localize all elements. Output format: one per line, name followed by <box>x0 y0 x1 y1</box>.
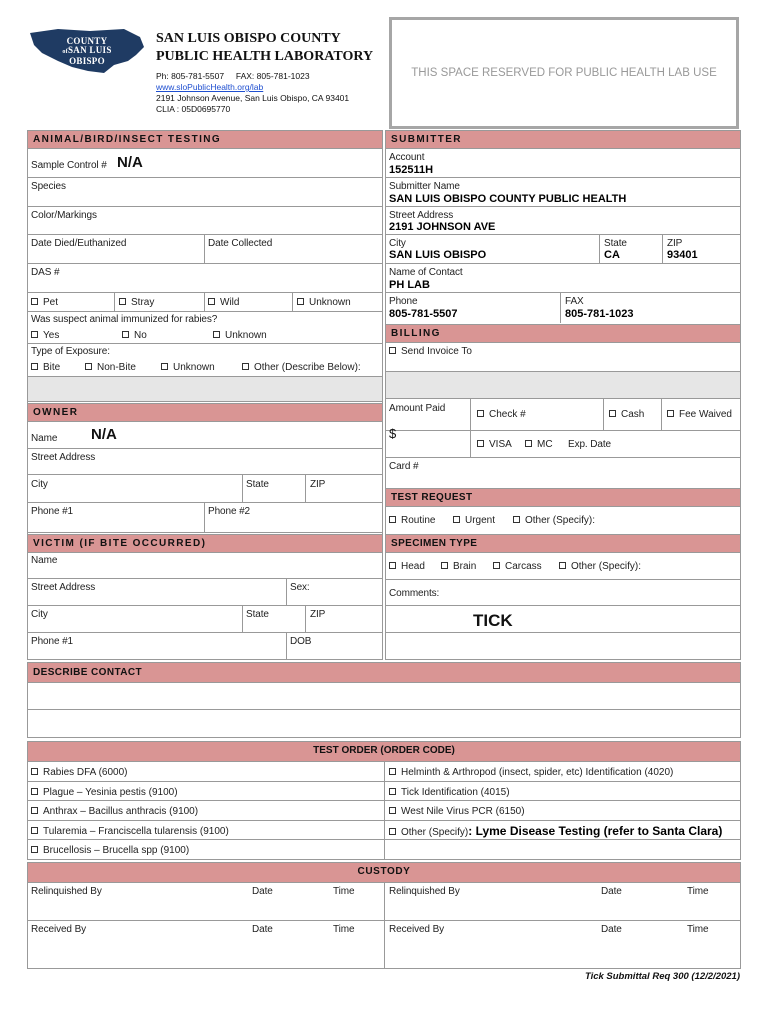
submitter-state-value: CA <box>604 249 620 261</box>
submitter-section-header: SUBMITTER <box>385 130 741 149</box>
test-order-label: Helminth & Arthropod (insect, spider, etc) Identification (4020) <box>401 767 674 778</box>
submitter-phone-label: Phone <box>389 296 418 307</box>
victim-street-row <box>27 579 383 606</box>
test-order-left-row <box>27 840 384 860</box>
payment-row <box>385 399 741 441</box>
rabies-yes-checkbox[interactable] <box>31 330 59 341</box>
pet-checkbox[interactable] <box>31 297 58 308</box>
fee-waived-label: Fee Waived <box>679 409 732 420</box>
test-order-other-row <box>385 821 741 841</box>
exposure-unknown-checkbox[interactable] <box>161 362 215 373</box>
test-order-label: West Nile Virus PCR (6150) <box>401 806 525 818</box>
received-time-right: Time <box>687 924 709 935</box>
date-died-label: Date Died/Euthanized <box>31 238 127 249</box>
amount-paid-label: Amount Paid <box>389 403 446 414</box>
relinquished-time-right: Time <box>687 886 709 897</box>
test-order-label: Tick Identification (4015) <box>401 786 510 798</box>
brain-label: Brain <box>453 561 477 572</box>
owner-city-label: City <box>31 479 48 490</box>
owner-name-value: N/A <box>91 426 117 443</box>
test-order-left-row <box>27 762 384 782</box>
owner-city-row <box>27 475 383 503</box>
submitter-street-label: Street Address <box>389 210 454 221</box>
visa-checkbox[interactable] <box>477 439 512 450</box>
submitter-city-value: SAN LUIS OBISPO <box>389 249 487 261</box>
stray-label: Stray <box>131 297 155 308</box>
victim-phone-row <box>27 633 383 660</box>
non-bite-checkbox[interactable] <box>85 362 136 373</box>
species-field[interactable] <box>27 178 383 207</box>
test-order-other-label: Other (Specify) <box>401 826 469 838</box>
dollar-sign: $ <box>389 426 397 441</box>
submitter-name-label: Submitter Name <box>389 181 460 192</box>
test-order-right-row <box>385 762 741 782</box>
sample-control-row[interactable] <box>27 149 383 178</box>
account-label: Account <box>389 152 425 163</box>
exposure-other-checkbox[interactable] <box>242 362 361 373</box>
test-order-checkbox[interactable] <box>389 767 673 778</box>
submitter-city-label: City <box>389 238 406 249</box>
test-order-left-row <box>27 801 384 821</box>
date-collected-label: Date Collected <box>208 238 273 249</box>
test-order-label: Tularemia – Franciscella tularensis (9100) <box>43 825 229 837</box>
test-other-checkbox[interactable] <box>513 515 595 526</box>
owner-street-label: Street Address <box>31 452 96 463</box>
victim-sex-label: Sex: <box>290 582 310 593</box>
dates-row <box>27 235 383 264</box>
sample-control-label: Sample Control # <box>31 160 107 171</box>
owner-phone-row <box>27 503 383 533</box>
mc-checkbox[interactable] <box>525 439 553 450</box>
submitter-fax-label: FAX <box>565 296 584 307</box>
test-order-label: Rabies DFA (6000) <box>43 767 128 778</box>
wild-label: Wild <box>220 297 240 308</box>
carcass-checkbox[interactable] <box>493 561 542 572</box>
owner-name-field[interactable] <box>27 422 383 449</box>
bite-checkbox[interactable] <box>31 362 60 373</box>
fee-waived-checkbox[interactable] <box>667 409 732 420</box>
owner-zip-label: ZIP <box>310 479 326 490</box>
exp-date-label: Exp. Date <box>568 439 612 450</box>
exposure-description-field[interactable] <box>28 376 382 402</box>
reserved-text: THIS SPACE RESERVED FOR PUBLIC HEALTH LAB USE <box>411 67 717 79</box>
lab-website-link[interactable]: www.sloPublicHealth.org/lab <box>156 82 264 92</box>
contact-name-field[interactable] <box>385 264 741 293</box>
no-label: No <box>134 330 147 341</box>
cash-checkbox[interactable] <box>609 409 644 420</box>
das-field[interactable] <box>27 264 383 293</box>
exposure-type-label: Type of Exposure: <box>31 346 110 357</box>
relinquished-date-right: Date <box>601 886 622 897</box>
test-order-header: TEST ORDER (ORDER CODE) <box>27 741 741 762</box>
received-label-right: Received By <box>389 924 445 935</box>
lab-title-line1: SAN LUIS OBISPO COUNTY <box>156 31 341 46</box>
test-request-row <box>385 507 741 534</box>
owner-phone1-label: Phone #1 <box>31 506 74 517</box>
submitter-city-row <box>385 235 741 264</box>
describe-contact-line1[interactable] <box>27 683 741 710</box>
invoice-address-field[interactable] <box>386 371 740 399</box>
check-checkbox[interactable] <box>477 409 526 420</box>
lab-clia: CLIA : 05D0695770 <box>156 104 231 114</box>
victim-state-label: State <box>246 609 269 620</box>
stray-checkbox[interactable] <box>119 297 154 308</box>
specimen-other-checkbox[interactable] <box>559 561 641 572</box>
describe-contact-line2[interactable] <box>27 710 741 738</box>
head-label: Head <box>401 561 425 572</box>
submitter-zip-label: ZIP <box>667 238 683 249</box>
yes-label: Yes <box>43 330 60 341</box>
pet-label: Pet <box>43 297 59 308</box>
account-value: 152511H <box>389 164 434 176</box>
send-invoice-label: Send Invoice To <box>401 346 472 357</box>
victim-street-label: Street Address <box>31 582 96 593</box>
send-invoice-checkbox[interactable] <box>389 346 472 357</box>
send-invoice-row <box>385 343 741 371</box>
lab-phone-fax: Ph: 805-781-5507 FAX: 805-781-1023 <box>156 71 310 81</box>
describe-contact-header: DESCRIBE CONTACT <box>27 662 741 683</box>
test-order-checkbox[interactable] <box>389 787 510 798</box>
test-request-header: TEST REQUEST <box>385 488 741 507</box>
cash-label: Cash <box>621 409 645 420</box>
submitter-fax-value: 805-781-1023 <box>565 308 634 320</box>
lab-contact-info <box>156 71 349 115</box>
non-bite-label: Non-Bite <box>97 362 136 373</box>
species-label: Species <box>31 181 66 192</box>
reserved-lab-box <box>389 17 739 129</box>
contact-name-label: Name of Contact <box>389 267 463 278</box>
submitter-state-label: State <box>604 238 627 249</box>
contact-name-value: PH LAB <box>389 279 430 291</box>
test-order-checkbox[interactable] <box>389 806 525 817</box>
card-number-field[interactable] <box>385 458 741 487</box>
wild-checkbox[interactable] <box>208 297 239 308</box>
routine-label: Routine <box>401 515 436 526</box>
urgent-label: Urgent <box>465 515 496 526</box>
test-order-right-row <box>385 801 741 821</box>
billing-section-header: BILLING <box>385 324 741 343</box>
comments-field[interactable] <box>385 580 741 606</box>
das-label: DAS # <box>31 267 60 278</box>
owner-street-field[interactable] <box>27 449 383 475</box>
sample-control-value: N/A <box>117 154 143 171</box>
test-order-right-row <box>385 782 741 802</box>
card-number-label: Card # <box>389 461 419 472</box>
victim-zip-label: ZIP <box>310 609 326 620</box>
specimen-type-header: SPECIMEN TYPE <box>385 534 741 553</box>
victim-city-row <box>27 606 383 633</box>
comment-value: TICK <box>473 611 513 630</box>
rabies-unknown-label: Unknown <box>225 330 267 341</box>
form-footer: Tick Submittal Req 300 (12/2/2021) <box>584 971 740 982</box>
test-order-checkbox[interactable] <box>31 845 189 856</box>
victim-city-label: City <box>31 609 48 620</box>
animal-type-row <box>27 293 383 312</box>
submitter-name-field[interactable] <box>385 178 741 207</box>
bite-label: Bite <box>43 362 61 373</box>
logo-line1: COUNTY <box>66 36 108 46</box>
mc-label: MC <box>537 439 553 450</box>
owner-state-label: State <box>246 479 269 490</box>
test-order-left-row <box>27 821 384 841</box>
test-order-label: Plague – Yesinia pestis (9100) <box>43 786 178 798</box>
unknown-label: Unknown <box>309 297 351 308</box>
submitter-name-value: SAN LUIS OBISPO COUNTY PUBLIC HEALTH <box>389 193 627 205</box>
test-order-checkbox[interactable] <box>31 806 198 817</box>
animal-section-header: ANIMAL/BIRD/INSECT TESTING <box>27 130 383 149</box>
exposure-row <box>27 358 383 376</box>
owner-name-label: Name <box>31 433 58 444</box>
received-time-left: Time <box>333 924 355 935</box>
comment-value-row[interactable] <box>385 606 741 633</box>
submitter-zip-value: 93401 <box>667 249 698 261</box>
victim-section-header: VICTIM (IF BITE OCCURRED) <box>27 534 383 553</box>
visa-label: VISA <box>489 439 512 450</box>
logo-of: of <box>62 49 68 55</box>
received-date-left: Date <box>252 924 273 935</box>
comments-label: Comments: <box>389 588 440 599</box>
test-order-left-row <box>27 782 384 802</box>
check-label: Check # <box>489 409 526 420</box>
routine-checkbox[interactable] <box>389 515 435 526</box>
specimen-other-label: Other (Specify): <box>571 561 642 572</box>
victim-name-label: Name <box>31 555 58 566</box>
received-date-right: Date <box>601 924 622 935</box>
submitter-phone-row <box>385 293 741 323</box>
test-order-checkbox[interactable] <box>31 826 229 837</box>
head-checkbox[interactable] <box>389 561 425 572</box>
test-order-other-checkbox[interactable] <box>389 824 722 838</box>
test-order-label: Anthrax – Bacillus anthracis (9100) <box>43 806 199 818</box>
custody-header: CUSTODY <box>27 862 741 883</box>
brain-checkbox[interactable] <box>441 561 476 572</box>
test-order-checkbox[interactable] <box>31 787 178 798</box>
rabies-unknown-checkbox[interactable] <box>213 330 267 341</box>
color-markings-field[interactable] <box>27 207 383 235</box>
color-markings-label: Color/Markings <box>31 210 97 221</box>
victim-name-field[interactable] <box>27 553 383 579</box>
urgent-checkbox[interactable] <box>453 515 495 526</box>
lab-title-line2: PUBLIC HEALTH LABORATORY <box>156 49 374 64</box>
owner-phone2-label: Phone #2 <box>208 506 251 517</box>
account-field[interactable] <box>385 149 741 178</box>
rabies-question: Was suspect animal immunized for rabies? <box>31 314 218 325</box>
owner-section-header: OWNER <box>27 403 383 422</box>
logo-line2: SAN LUIS <box>67 45 112 55</box>
relinquished-label-left: Relinquished By <box>31 886 102 897</box>
test-other-label: Other (Specify): <box>525 515 596 526</box>
custody-relinquished-row[interactable] <box>27 883 741 921</box>
test-order-other-value: : Lyme Disease Testing (refer to Santa Clara) <box>468 823 723 838</box>
card-type-row <box>385 431 741 458</box>
submitter-phone-value: 805-781-5507 <box>389 308 458 320</box>
rabies-row <box>27 327 383 344</box>
victim-dob-label: DOB <box>290 636 312 647</box>
county-logo <box>28 27 146 75</box>
logo-line3: OBISPO <box>69 56 105 66</box>
custody-received-row[interactable] <box>27 921 741 969</box>
lab-title <box>156 30 373 66</box>
exposure-unknown-label: Unknown <box>173 362 215 373</box>
test-order-label: Brucellosis – Brucella spp (9100) <box>43 845 190 857</box>
carcass-label: Carcass <box>505 561 542 572</box>
received-label-left: Received By <box>31 924 87 935</box>
unknown-checkbox[interactable] <box>297 297 351 308</box>
submitter-street-value: 2191 JOHNSON AVE <box>389 221 496 233</box>
specimen-type-row <box>385 553 741 580</box>
victim-phone-label: Phone #1 <box>31 636 74 647</box>
relinquished-date-left: Date <box>252 886 273 897</box>
rabies-no-checkbox[interactable] <box>122 330 147 341</box>
lab-address: 2191 Johnson Avenue, San Luis Obispo, CA 93401 <box>156 93 350 103</box>
relinquished-time-left: Time <box>333 886 355 897</box>
submitter-street-field[interactable] <box>385 207 741 235</box>
test-order-checkbox[interactable] <box>31 767 128 778</box>
exposure-other-label: Other (Describe Below): <box>254 362 361 373</box>
relinquished-label-right: Relinquished By <box>389 886 460 897</box>
